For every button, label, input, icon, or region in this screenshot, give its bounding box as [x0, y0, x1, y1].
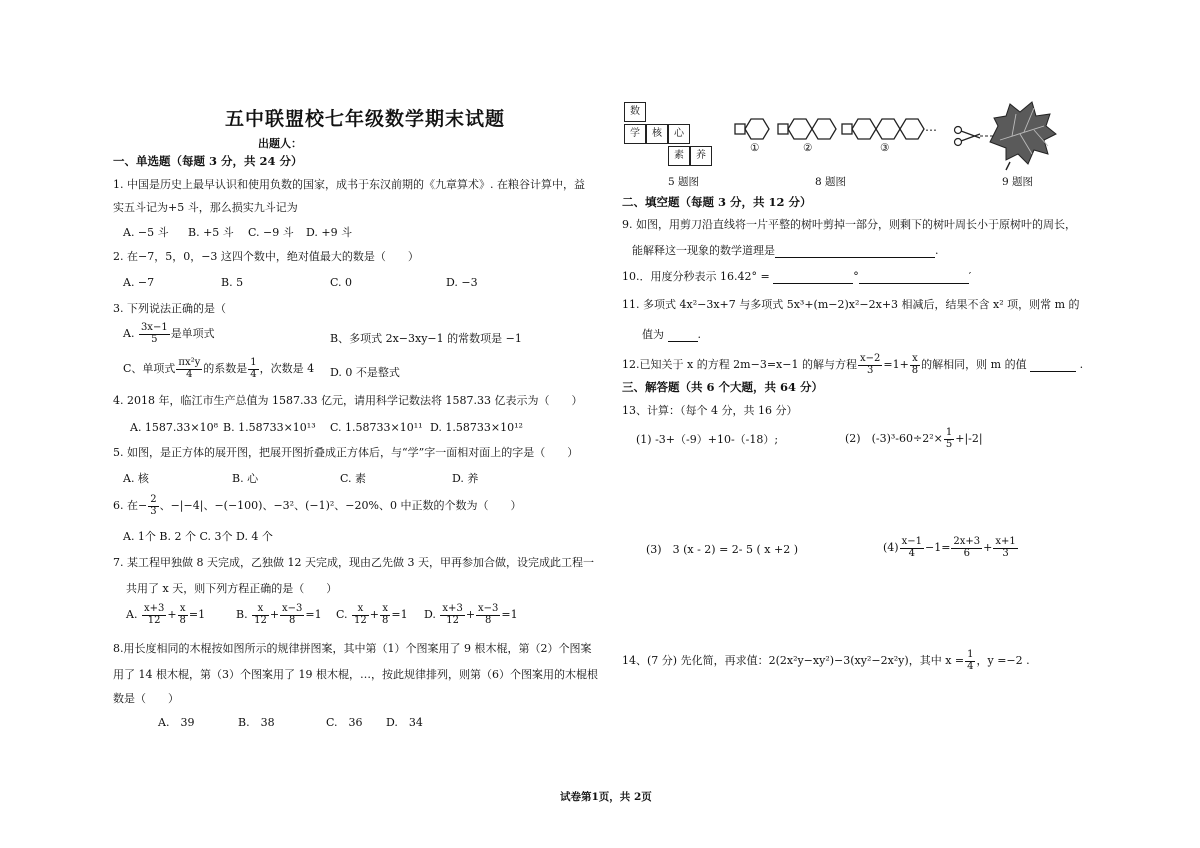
q6-options: A. 1个 B. 2 个 C. 3个 D. 4 个: [123, 530, 273, 543]
page-title: 五中联盟校七年级数学期末试题: [225, 108, 506, 130]
q8-option-b: B. 38: [238, 716, 275, 729]
q3-option-b: B、多项式 2x−3xy−1 的常数项是 −1: [330, 332, 522, 345]
q1-line2: 实五斗记为+5 斗，那么损实九斗记为: [113, 201, 298, 214]
section-heading-1: 一、单选题（每题 3 分，共 24 分）: [113, 154, 303, 168]
q8-line1: 8.用长度相同的木棍按如图所示的规律拼图案，其中第（1）个图案用了 9 根木棍，第（2）个图案: [113, 642, 592, 655]
q10-minute-blank[interactable]: [859, 270, 969, 284]
q7-option-a: A. $\frac{x+3}{12}$ + $\frac{x}{8}$ =1: [126, 603, 206, 626]
q11-line1: 11. 多项式 4x²−3x+7 与多项式 5x³+(m−2)x²−2x+3 相减后，结果不含 x² 项，则常 m 的: [622, 298, 1080, 311]
figure-5-caption: 5 题图: [668, 176, 700, 188]
q10-line: 10.．用度分秒表示 16.42° = ° ′: [622, 270, 972, 283]
q4-option-a: A. 1587.33×10⁸: [130, 421, 219, 434]
net-cell-he: 核: [646, 124, 668, 144]
section-heading-2: 二、填空题（每题 3 分，共 12 分）: [622, 195, 812, 209]
q5-option-d: D. 养: [452, 472, 479, 485]
q1-line1: 1. 中国是历史上最早认识和使用负数的国家，成书于东汉前期的《九章算术》. 在粮谷计算中，益: [113, 178, 585, 191]
q11-line2: 值为 .: [642, 328, 701, 341]
q1-option-d: D. +9 斗: [306, 226, 353, 239]
net-cell-xin: 心: [668, 124, 690, 144]
q10-degree-blank[interactable]: [773, 270, 853, 284]
q9-line2: 能解释这一现象的数学道理是 .: [632, 244, 939, 257]
q14-line: 14、(7 分) 先化简，再求值：2(2x²y−xy²)−3(xy²−2x²y)，其中 x = $\frac{1}{4}$ ，y =−2 .: [622, 649, 1030, 672]
net-cell-su: 素: [668, 146, 690, 166]
q1-option-c: C. −9 斗: [248, 226, 294, 239]
page-footer: 试卷第1页，共 2页: [560, 791, 652, 803]
q9-answer-blank[interactable]: [775, 244, 935, 258]
q3-option-d: D. 0 不是整式: [330, 366, 400, 379]
q3-stem: 3. 下列说法正确的是（: [113, 302, 226, 315]
figure-8-label-3: ③: [880, 142, 890, 154]
q1-option-b: B. +5 斗: [188, 226, 234, 239]
q7-line2: 共用了 x 天，则下列方程正确的是（ ）: [126, 582, 338, 595]
q8-option-a: A. 39: [158, 716, 195, 729]
q2-option-b: B. 5: [221, 276, 244, 289]
q12-answer-blank[interactable]: [1030, 358, 1076, 372]
scissors-icon: [955, 127, 981, 146]
figure-8-label-1: ①: [750, 142, 760, 154]
q13-part-4: (4) $\frac{x-1}{4}$ −1= $\frac{2x+3}{6}$ + $\frac{x+1}{3}$: [883, 536, 1016, 559]
q13-part-2: (2) (-3)³-60÷2²× $\frac{1}{5}$ +|-2|: [845, 427, 983, 450]
q7-line1: 7. 某工程甲独做 8 天完成，乙独做 12 天完成，现由乙先做 3 天，甲再参加合做，设完成此工程一: [113, 556, 594, 569]
figure-8-stick-patterns: [732, 112, 932, 148]
q8-option-d: D. 34: [386, 716, 423, 729]
section-heading-3: 三、解答题（共 6 个大题，共 64 分）: [622, 380, 824, 394]
q2-option-c: C. 0: [330, 276, 353, 289]
q9-line1: 9. 如图，用剪刀沿直线将一片平整的树叶剪掉一部分，则剩下的树叶周长小于原树叶的周长，: [622, 218, 1076, 231]
q8-line3: 数是（ ）: [113, 692, 179, 705]
q2-stem: 2. 在−7，5，0，−3 这四个数中，绝对值最大的数是（ ）: [113, 250, 419, 263]
q8-line2: 用了 14 根木棍，第（3）个图案用了 19 根木棍，…，按此规律排列，则第（6）个图案用的木棍根: [113, 668, 598, 681]
leaf-icon: [990, 102, 1056, 170]
q3-option-c: C、单项式 $\frac{\text{πx²y}}{4}$ 的系数是 $\frac{1}{4}$ ，次数是 4: [123, 357, 315, 380]
q1-option-a: A. −5 斗: [123, 226, 169, 239]
q4-option-d: D. 1.58733×10¹²: [430, 421, 523, 434]
figure-9-caption: 9 题图: [1002, 176, 1034, 188]
q8-option-c: C. 36: [326, 716, 363, 729]
q13-part-3: (3) 3 (x - 2) = 2- 5 ( x +2 ): [646, 543, 798, 556]
q13-part-1: (1) -3+（-9）+10-（-18）;: [636, 433, 779, 446]
q4-stem: 4. 2018 年，临江市生产总值为 1587.33 亿元，请用科学记数法将 1587.33 亿表示为（ ）: [113, 394, 583, 407]
figure-8-caption: 8 题图: [815, 176, 847, 188]
q3-option-a: A. $\frac{3x-1}{5}$ 是单项式: [123, 322, 215, 345]
q5-stem: 5. 如图，是正方体的展开图，把展开图折叠成正方体后，与“学”字一面相对面上的字是（ ）: [113, 446, 579, 459]
q5-option-c: C. 素: [340, 472, 367, 485]
stick-pattern-1: [735, 119, 769, 139]
q7-option-d: D. $\frac{x+3}{12}$ + $\frac{x-3}{8}$ =1: [424, 603, 518, 626]
author-line: 出题人：: [258, 137, 302, 150]
q4-option-b: B. 1.58733×10¹³: [223, 421, 316, 434]
q13-stem: 13、计算：（每个 4 分，共 16 分）: [622, 404, 798, 417]
net-cell-shu: 数: [624, 102, 646, 122]
q12-line: 12.已知关于 x 的方程 2m−3=x−1 的解与方程 $\frac{x-2}{3}$ =1+ $\frac{x}{8}$ 的解相同，则 m 的值 .: [622, 353, 1084, 376]
q7-option-c: C. $\frac{x}{12}$ + $\frac{x}{8}$ =1: [336, 603, 408, 626]
q5-option-a: A. 核: [123, 472, 149, 485]
q11-answer-blank[interactable]: [668, 328, 698, 342]
net-cell-xue: 学: [624, 124, 646, 144]
stick-pattern-2: [778, 119, 836, 139]
figure-8-ellipsis: …: [925, 120, 937, 134]
net-cell-yang: 养: [690, 146, 712, 166]
q5-option-b: B. 心: [232, 472, 259, 485]
stick-pattern-3: [842, 119, 924, 139]
q7-option-b: B. $\frac{x}{12}$ + $\frac{x-3}{8}$ =1: [236, 603, 322, 626]
q2-option-d: D. −3: [446, 276, 478, 289]
figure-9-leaf-scissors: [950, 96, 1060, 172]
q2-option-a: A. −7: [123, 276, 155, 289]
q4-option-c: C. 1.58733×10¹¹: [330, 421, 423, 434]
q6-stem: 6. 在− $\frac{2}{3}$ 、−|−4|、−(−100)、−3²、(−1)²、−20%、0 中正数的个数为（ ）: [113, 494, 522, 517]
figure-8-label-2: ②: [803, 142, 813, 154]
